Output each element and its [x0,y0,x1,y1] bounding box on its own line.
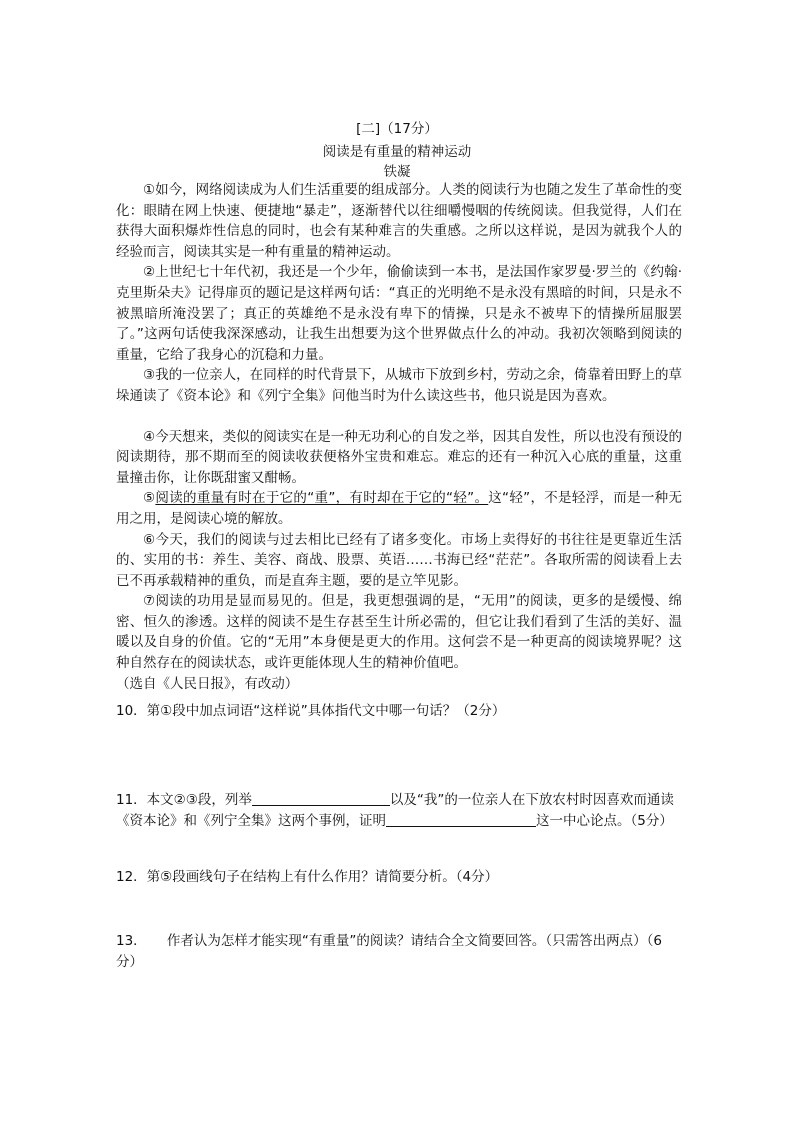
paragraph-5-number: ⑤ [143,490,156,507]
paragraph-1: ①如今，网络阅读成为人们生活重要的组成部分。人类的阅读行为也随之发生了革命性的变化：眼睛在网上快速、便捷地“暴走”，逐渐替代以往细嚼慢咽的传统阅读。但我觉得，人们在获得大面积爆炸性信息的同时，也会有某种难言的失重感。之所以这样说，是因为就我个人的经验而言，阅读其实是一种有重量的精神运动。 [116,182,682,260]
underlined-sentence: 阅读的重量有时在于它的“重”，有时却在于它的“轻”。 [155,490,489,507]
paragraph-2: ②上世纪七十年代初，我还是一个少年，偷偷读到一本书，是法国作家罗曼·罗兰的《约翰·克里斯朵夫》记得扉页的题记是这样两句话：“真正的光明绝不是永没有黑暗的时间，只是永不被黑暗所淹没罢了；真正的英雄绝不是永没有卑下的情操，只是永不被卑下的情操所屈服罢了。”这两句话使我深深感动，让我生出想要为这个世界做点什么的冲动。我初次领略到阅读的重量，它给了我身心的沉稳和力量。 [116,264,682,363]
section-heading: [二]（17分） [356,121,438,137]
article-body [116,180,682,694]
question-13-text: 13． 作者认为怎样才能实现“有重量”的阅读？请结合全文简要回答。（只需答出两点）（6分） [116,933,663,970]
question-11-part-a: 11．本文②③段，列举 [116,792,252,808]
paragraph-5 [116,488,682,529]
article-source: （选自《人民日报》，有改动） [116,675,299,692]
paragraph-4: ④今天想来，类似的阅读实在是一种无功利心的自发之举，因其自发性，所以也没有预设的阅读期待，那不期而至的阅读收获便格外宝贵和难忘。难忘的还有一种沉入心底的重量，这重量撞击你，让你既甜蜜又酣畅。 [116,428,682,486]
question-10-text: 10．第①段中加点词语“这样说”具体指代文中哪一句话？（2分） [116,703,506,719]
paragraph-5-rest: 这“轻”，不是轻浮，而是一种无用之用，是阅读心境的解放。 [116,490,682,527]
question-11 [116,790,682,832]
question-13 [116,931,682,973]
question-11-part-c: 这一中心论点。（5分） [536,813,673,829]
answer-blank-2[interactable] [386,812,536,827]
question-11-text [116,790,682,832]
paragraph-6: ⑥今天，我们的阅读与过去相比已经有了诸多变化。市场上卖得好的书往往是更靠近生活的、实用的书：养生、美容、商战、股票、英语……书海已经“茫茫”。各取所需的阅读看上去已不再承载精神的重负，而是直奔主题，要的是立竿见影。 [116,531,682,589]
question-12 [116,867,682,888]
paragraph-7: ⑦阅读的功用是显而易见的。但是，我更想强调的是，“无用”的阅读，更多的是缓慢、绵密、恒久的渗透。这样的阅读不是生存甚至生计所必需的，但它让我们看到了生活的美好、温暖以及自身的价值。它的“无用”本身便是更大的作用。这何尝不是一种更高的阅读境界呢？这种自然存在的阅读状态，或许更能体现人生的精神价值吧。 [116,593,682,672]
question-12-text: 12．第⑤段画线句子在结构上有什么作用？请简要分析。（4分） [116,869,499,885]
question-11-part-b: 以及“我”的一位亲人在下放农村时因喜欢而通读《资本论》和《列宁全集》这两个事例，证明 [116,792,674,829]
question-10 [116,701,682,722]
answer-blank-1[interactable] [252,791,390,806]
article-author: 铁凝 [383,164,411,180]
paragraph-3: ③我的一位亲人，在同样的时代背景下，从城市下放到乡村，劳动之余，倚靠着田野上的草垛通读了《资本论》和《列宁全集》问他当时为什么读这些书，他只说是因为喜欢。 [116,367,682,404]
article-title: 阅读是有重量的精神运动 [322,144,472,160]
